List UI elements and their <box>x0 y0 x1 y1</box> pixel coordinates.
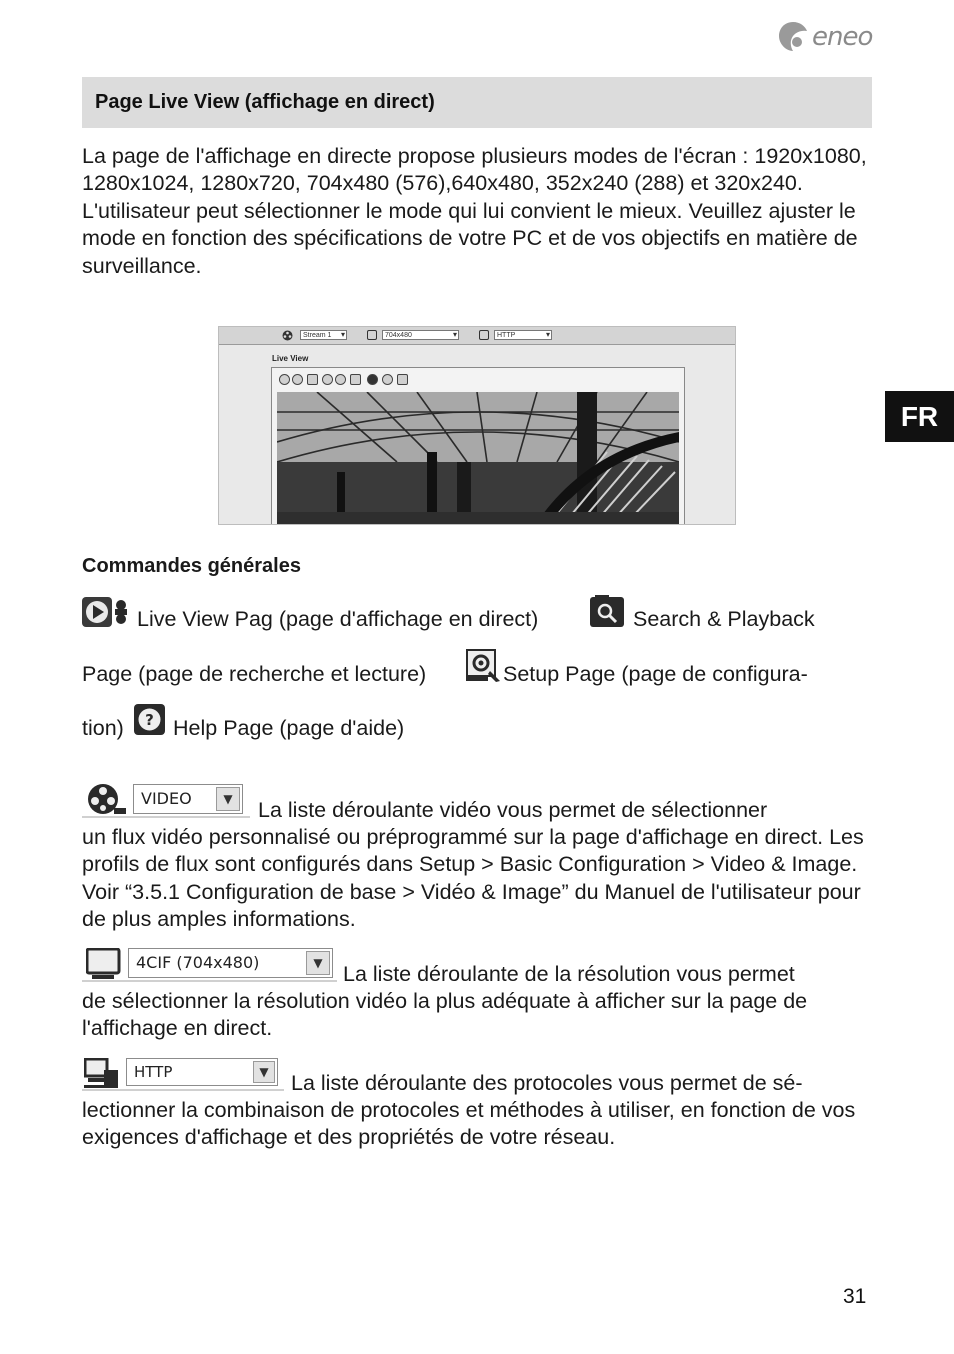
resolution-dropdown-underline <box>82 980 337 982</box>
chevron-down-icon[interactable]: ▼ <box>216 787 240 811</box>
setup-page-icon <box>466 649 502 683</box>
settings-button[interactable] <box>397 374 408 385</box>
resolution-list-lead: La liste déroulante de la résolution vous permet <box>343 962 795 986</box>
section-header <box>82 77 872 128</box>
setup-page-text-a: Setup Page (page de configura- <box>503 662 808 686</box>
live-view-text: Live View Pag (page d'affichage en direct) <box>137 607 539 631</box>
zoom-in-button[interactable] <box>322 374 333 385</box>
resolution-select[interactable]: 704x480 ▾ <box>382 330 459 340</box>
search-playback-text-b: Page (page de recherche et lecture) <box>82 662 427 686</box>
protocol-select[interactable]: HTTP ▾ <box>494 330 552 340</box>
monitor-icon <box>367 330 377 340</box>
protocol-list-body: lectionner la combinaison de protocoles et méthodes à utiliser, en fonction de vos exigences d'affichage et des propriétés de votre réseau. <box>82 1098 856 1150</box>
video-reel-icon <box>86 782 126 816</box>
stream-select[interactable]: Stream 1 ▾ <box>300 330 347 340</box>
network-icon <box>479 330 489 340</box>
brand-logo <box>776 20 872 54</box>
search-playback-text-a: Search & Playback <box>633 607 815 631</box>
brand-name: eneo <box>812 22 873 52</box>
svg-text:?: ? <box>145 711 154 729</box>
section-title: Page Live View (affichage en direct) <box>95 91 435 113</box>
resolution-dropdown-value: 4CIF (704x480) <box>136 953 260 972</box>
talk-button[interactable] <box>382 374 393 385</box>
eneo-logo-icon <box>776 20 810 54</box>
audio-button[interactable] <box>367 374 378 385</box>
video-dropdown[interactable] <box>133 784 243 814</box>
setup-page-text-b: tion) <box>82 716 124 740</box>
protocol-dropdown[interactable] <box>126 1058 278 1086</box>
help-page-text: Help Page (page d'aide) <box>173 716 405 740</box>
live-view-panel <box>271 367 685 525</box>
protocol-dropdown-value: HTTP <box>134 1063 173 1081</box>
video-list-lead: La liste déroulante vidéo vous permet de sélectionner <box>258 798 768 822</box>
screenshot-toolbar <box>219 327 735 345</box>
stop-button[interactable] <box>279 374 290 385</box>
resolution-dropdown[interactable] <box>128 948 333 978</box>
protocol-dropdown-underline <box>82 1089 284 1091</box>
monitor-icon <box>86 948 122 980</box>
help-page-icon <box>134 704 165 735</box>
resolution-list-body: de sélectionner la résolution vidéo la plus adéquate à afficher sur la page de l'affichage en direct. <box>82 989 808 1041</box>
video-dropdown-underline <box>82 816 250 818</box>
protocol-list-lead: La liste déroulante des protocoles vous permet de sé- <box>291 1071 803 1095</box>
video-dropdown-value: VIDEO <box>141 789 192 808</box>
screenshot-panel-title: Live View <box>272 354 309 363</box>
chevron-down-icon[interactable]: ▼ <box>306 951 330 975</box>
record-button[interactable] <box>292 374 303 385</box>
film-reel-icon <box>282 330 293 341</box>
intro-paragraph: La page de l'affichage en directe propose plusieurs modes de l'écran : 1920x1080, 1280x1024, 1280x720, 704x480 (576),640x480, 352x240 (288) et 320x240. L'utilisateur peut sélectionner le mode qui lui convient le mieux. Veuillez ajuster le mode en fonction des spécifications de votre PC et de vos objectifs en matière de surveillance. <box>82 144 867 278</box>
page-number: 31 <box>843 1285 867 1308</box>
live-view-icon <box>82 597 130 627</box>
fullscreen-button[interactable] <box>350 374 361 385</box>
language-tab: FR <box>885 391 954 442</box>
commands-heading: Commandes générales <box>82 555 301 577</box>
live-view-screenshot <box>218 326 736 525</box>
live-video-image <box>277 392 679 525</box>
search-playback-icon <box>590 595 624 627</box>
video-list-body: un flux vidéo personnalisé ou préprogrammé sur la page d'affichage en direct. Les profils de flux sont configurés dans Setup > Basic Configuration > Video & Image. Voir “3.5.1 Configuration de base > Vidéo & Image” du Manuel de l'utilisateur pour de plus amples informations. <box>82 825 864 932</box>
snapshot-button[interactable] <box>307 374 318 385</box>
zoom-out-button[interactable] <box>335 374 346 385</box>
network-computer-icon <box>84 1058 120 1090</box>
chevron-down-icon[interactable]: ▼ <box>253 1061 275 1083</box>
